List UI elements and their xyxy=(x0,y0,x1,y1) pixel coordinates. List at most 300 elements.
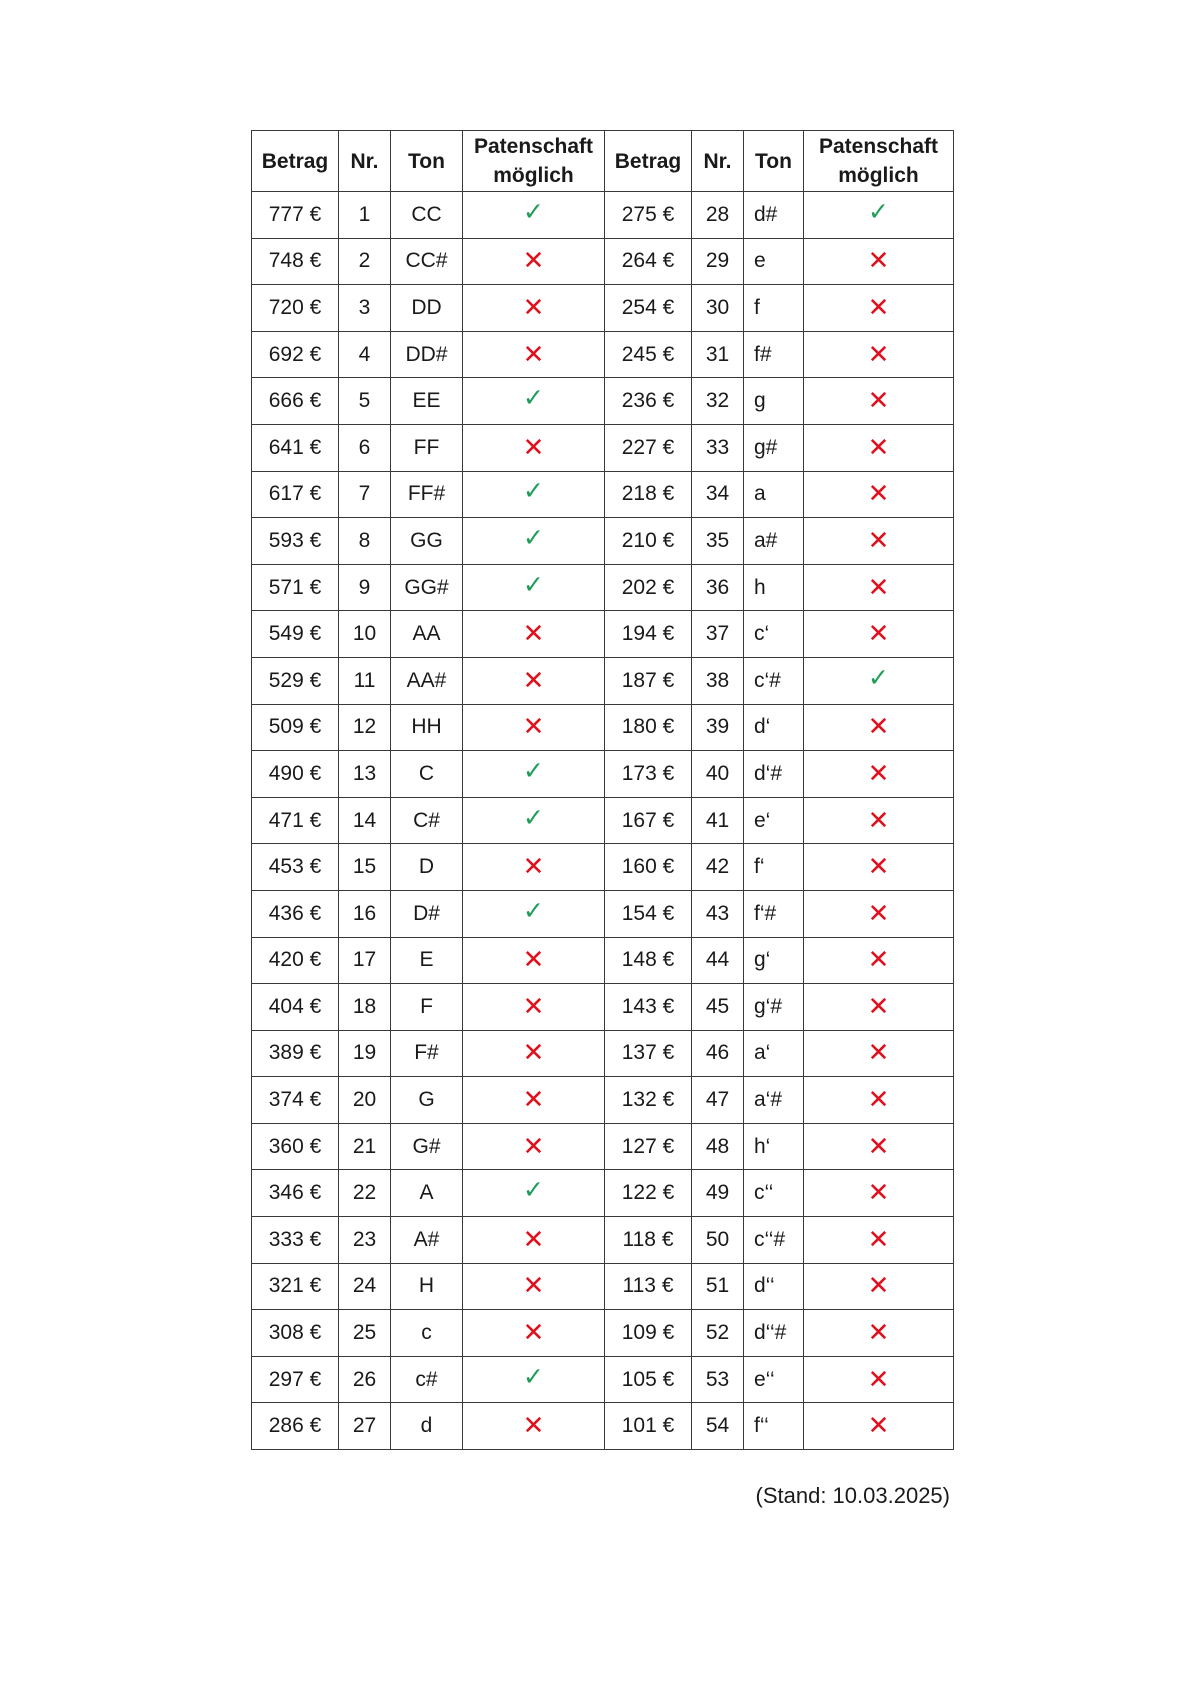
sponsorship-status-cell xyxy=(804,285,954,332)
amount-cell: 321 € xyxy=(252,1263,339,1310)
tone-cell: E xyxy=(391,937,463,984)
tone-cell: f‘# xyxy=(744,890,804,937)
number-cell: 39 xyxy=(692,704,744,751)
amount-cell: 360 € xyxy=(252,1123,339,1170)
amount-cell: 333 € xyxy=(252,1217,339,1264)
sponsorship-status-cell xyxy=(463,984,605,1031)
amount-cell: 236 € xyxy=(605,378,692,425)
tone-cell: c xyxy=(391,1310,463,1357)
amount-cell: 137 € xyxy=(605,1030,692,1077)
cross-icon: ✕ xyxy=(867,1130,890,1161)
sponsorship-status-cell xyxy=(804,844,954,891)
sponsorship-status-cell xyxy=(804,611,954,658)
number-cell: 49 xyxy=(692,1170,744,1217)
number-cell: 48 xyxy=(692,1123,744,1170)
tone-cell: HH xyxy=(391,704,463,751)
sponsorship-status-cell xyxy=(463,1356,605,1403)
amount-cell: 101 € xyxy=(605,1403,692,1450)
tone-cell: g‘# xyxy=(744,984,804,1031)
tone-cell: d# xyxy=(744,192,804,239)
tone-cell: C# xyxy=(391,797,463,844)
number-cell: 30 xyxy=(692,285,744,332)
tone-cell: DD xyxy=(391,285,463,332)
cross-icon: ✕ xyxy=(522,1037,545,1068)
table-row xyxy=(252,1263,954,1310)
checkmark-icon: ✓ xyxy=(523,570,544,599)
table-row xyxy=(252,331,954,378)
cross-icon: ✕ xyxy=(522,1223,545,1254)
sponsorship-status-cell xyxy=(804,238,954,285)
tone-cell: e‘‘ xyxy=(744,1356,804,1403)
header-patenschaft-left xyxy=(463,131,605,192)
checkmark-icon: ✓ xyxy=(523,477,544,506)
amount-cell: 264 € xyxy=(605,238,692,285)
header-nr-right: Nr. xyxy=(692,131,744,192)
tone-cell: AA xyxy=(391,611,463,658)
cross-icon: ✕ xyxy=(867,571,890,602)
amount-cell: 148 € xyxy=(605,937,692,984)
checkmark-icon: ✓ xyxy=(523,384,544,413)
tone-cell: a‘# xyxy=(744,1077,804,1124)
sponsorship-status-cell xyxy=(804,1077,954,1124)
table-row xyxy=(252,192,954,239)
checkmark-icon: ✓ xyxy=(523,756,544,785)
sponsorship-status-cell xyxy=(463,331,605,378)
number-cell: 44 xyxy=(692,937,744,984)
sponsorship-table xyxy=(251,130,954,1450)
checkmark-icon: ✓ xyxy=(868,663,889,692)
header-patenschaft-right xyxy=(804,131,954,192)
amount-cell: 105 € xyxy=(605,1356,692,1403)
header-ton-right: Ton xyxy=(744,131,804,192)
cross-icon: ✕ xyxy=(867,291,890,322)
amount-cell: 720 € xyxy=(252,285,339,332)
table-row xyxy=(252,611,954,658)
sponsorship-status-cell xyxy=(804,1403,954,1450)
tone-cell: g‘ xyxy=(744,937,804,984)
cross-icon: ✕ xyxy=(867,711,890,742)
number-cell: 15 xyxy=(339,844,391,891)
cross-icon: ✕ xyxy=(522,245,545,276)
number-cell: 51 xyxy=(692,1263,744,1310)
number-cell: 54 xyxy=(692,1403,744,1450)
amount-cell: 187 € xyxy=(605,657,692,704)
number-cell: 3 xyxy=(339,285,391,332)
table-row xyxy=(252,1310,954,1357)
number-cell: 7 xyxy=(339,471,391,518)
sponsorship-status-cell xyxy=(804,378,954,425)
stand-date-note: (Stand: 10.03.2025) xyxy=(755,1483,950,1508)
number-cell: 32 xyxy=(692,378,744,425)
sponsorship-status-cell xyxy=(804,890,954,937)
sponsorship-status-cell xyxy=(804,471,954,518)
number-cell: 29 xyxy=(692,238,744,285)
checkmark-icon: ✓ xyxy=(523,1362,544,1391)
amount-cell: 308 € xyxy=(252,1310,339,1357)
amount-cell: 286 € xyxy=(252,1403,339,1450)
header-patenschaft-right-text: Patenschaft möglich xyxy=(818,135,939,187)
amount-cell: 420 € xyxy=(252,937,339,984)
tone-cell: f‘ xyxy=(744,844,804,891)
table-row xyxy=(252,657,954,704)
table-row xyxy=(252,890,954,937)
table-row xyxy=(252,238,954,285)
sponsorship-status-cell xyxy=(463,1123,605,1170)
number-cell: 22 xyxy=(339,1170,391,1217)
cross-icon: ✕ xyxy=(867,897,890,928)
number-cell: 28 xyxy=(692,192,744,239)
tone-cell: a xyxy=(744,471,804,518)
tone-cell: f xyxy=(744,285,804,332)
cross-icon: ✕ xyxy=(867,1270,890,1301)
number-cell: 50 xyxy=(692,1217,744,1264)
amount-cell: 404 € xyxy=(252,984,339,1031)
table-row xyxy=(252,1077,954,1124)
sponsorship-status-cell xyxy=(804,1217,954,1264)
number-cell: 8 xyxy=(339,518,391,565)
table-row xyxy=(252,378,954,425)
cross-icon: ✕ xyxy=(867,338,890,369)
number-cell: 4 xyxy=(339,331,391,378)
table-row xyxy=(252,285,954,332)
amount-cell: 389 € xyxy=(252,1030,339,1077)
number-cell: 10 xyxy=(339,611,391,658)
tone-cell: a# xyxy=(744,518,804,565)
amount-cell: 617 € xyxy=(252,471,339,518)
number-cell: 26 xyxy=(339,1356,391,1403)
tone-cell: g xyxy=(744,378,804,425)
sponsorship-status-cell xyxy=(463,844,605,891)
cross-icon: ✕ xyxy=(867,1037,890,1068)
number-cell: 45 xyxy=(692,984,744,1031)
table-row xyxy=(252,518,954,565)
amount-cell: 154 € xyxy=(605,890,692,937)
tone-cell: GG xyxy=(391,518,463,565)
tone-cell: F# xyxy=(391,1030,463,1077)
sponsorship-status-cell xyxy=(463,518,605,565)
tone-cell: H xyxy=(391,1263,463,1310)
sponsorship-status-cell xyxy=(804,704,954,751)
sponsorship-status-cell xyxy=(804,1356,954,1403)
sponsorship-status-cell xyxy=(463,797,605,844)
checkmark-icon: ✓ xyxy=(523,803,544,832)
tone-cell: A xyxy=(391,1170,463,1217)
tone-cell: d‘# xyxy=(744,751,804,798)
tone-cell: e xyxy=(744,238,804,285)
number-cell: 31 xyxy=(692,331,744,378)
cross-icon: ✕ xyxy=(867,1317,890,1348)
table-row xyxy=(252,844,954,891)
tone-cell: d xyxy=(391,1403,463,1450)
cross-icon: ✕ xyxy=(522,618,545,649)
amount-cell: 453 € xyxy=(252,844,339,891)
number-cell: 53 xyxy=(692,1356,744,1403)
amount-cell: 374 € xyxy=(252,1077,339,1124)
amount-cell: 132 € xyxy=(605,1077,692,1124)
table-row xyxy=(252,1170,954,1217)
table-row xyxy=(252,424,954,471)
cross-icon: ✕ xyxy=(522,1410,545,1441)
number-cell: 41 xyxy=(692,797,744,844)
cross-icon: ✕ xyxy=(867,944,890,975)
number-cell: 13 xyxy=(339,751,391,798)
amount-cell: 109 € xyxy=(605,1310,692,1357)
table-row xyxy=(252,984,954,1031)
table-row xyxy=(252,1356,954,1403)
tone-cell: d‘‘ xyxy=(744,1263,804,1310)
cross-icon: ✕ xyxy=(867,245,890,276)
sponsorship-status-cell xyxy=(463,471,605,518)
sponsorship-status-cell xyxy=(463,1403,605,1450)
cross-icon: ✕ xyxy=(867,1084,890,1115)
number-cell: 24 xyxy=(339,1263,391,1310)
sponsorship-status-cell xyxy=(804,331,954,378)
tone-cell: F xyxy=(391,984,463,1031)
amount-cell: 180 € xyxy=(605,704,692,751)
number-cell: 11 xyxy=(339,657,391,704)
amount-cell: 571 € xyxy=(252,564,339,611)
sponsorship-status-cell xyxy=(463,1263,605,1310)
table-row xyxy=(252,1403,954,1450)
cross-icon: ✕ xyxy=(522,990,545,1021)
tone-cell: G xyxy=(391,1077,463,1124)
amount-cell: 227 € xyxy=(605,424,692,471)
amount-cell: 777 € xyxy=(252,192,339,239)
cross-icon: ✕ xyxy=(522,291,545,322)
tone-cell: D xyxy=(391,844,463,891)
cross-icon: ✕ xyxy=(867,618,890,649)
checkmark-icon: ✓ xyxy=(523,1176,544,1205)
number-cell: 16 xyxy=(339,890,391,937)
tone-cell: AA# xyxy=(391,657,463,704)
number-cell: 40 xyxy=(692,751,744,798)
amount-cell: 194 € xyxy=(605,611,692,658)
amount-cell: 593 € xyxy=(252,518,339,565)
number-cell: 34 xyxy=(692,471,744,518)
sponsorship-status-cell xyxy=(804,1030,954,1077)
number-cell: 6 xyxy=(339,424,391,471)
tone-cell: C xyxy=(391,751,463,798)
checkmark-icon: ✓ xyxy=(868,197,889,226)
number-cell: 37 xyxy=(692,611,744,658)
sponsorship-status-cell xyxy=(463,564,605,611)
amount-cell: 113 € xyxy=(605,1263,692,1310)
cross-icon: ✕ xyxy=(867,990,890,1021)
sponsorship-status-cell xyxy=(804,751,954,798)
sponsorship-status-cell xyxy=(804,424,954,471)
tone-cell: CC# xyxy=(391,238,463,285)
amount-cell: 471 € xyxy=(252,797,339,844)
sponsorship-status-cell xyxy=(463,890,605,937)
tone-cell: d‘ xyxy=(744,704,804,751)
number-cell: 52 xyxy=(692,1310,744,1357)
tone-cell: FF xyxy=(391,424,463,471)
cross-icon: ✕ xyxy=(867,478,890,509)
sponsorship-status-cell xyxy=(463,1077,605,1124)
sponsorship-status-cell xyxy=(804,797,954,844)
cross-icon: ✕ xyxy=(867,804,890,835)
table-row xyxy=(252,1217,954,1264)
sponsorship-status-cell xyxy=(463,1310,605,1357)
tone-cell: e‘ xyxy=(744,797,804,844)
tone-cell: g# xyxy=(744,424,804,471)
table-body xyxy=(252,192,954,1450)
amount-cell: 641 € xyxy=(252,424,339,471)
sponsorship-status-cell xyxy=(804,518,954,565)
number-cell: 36 xyxy=(692,564,744,611)
number-cell: 25 xyxy=(339,1310,391,1357)
number-cell: 5 xyxy=(339,378,391,425)
amount-cell: 692 € xyxy=(252,331,339,378)
amount-cell: 160 € xyxy=(605,844,692,891)
table-row xyxy=(252,1123,954,1170)
table-row xyxy=(252,704,954,751)
sponsorship-status-cell xyxy=(463,285,605,332)
cross-icon: ✕ xyxy=(522,944,545,975)
amount-cell: 210 € xyxy=(605,518,692,565)
number-cell: 2 xyxy=(339,238,391,285)
amount-cell: 143 € xyxy=(605,984,692,1031)
amount-cell: 127 € xyxy=(605,1123,692,1170)
tone-cell: c‘‘# xyxy=(744,1217,804,1264)
sponsorship-status-cell xyxy=(804,564,954,611)
checkmark-icon: ✓ xyxy=(523,523,544,552)
amount-cell: 218 € xyxy=(605,471,692,518)
tone-cell: d‘‘# xyxy=(744,1310,804,1357)
amount-cell: 666 € xyxy=(252,378,339,425)
cross-icon: ✕ xyxy=(867,385,890,416)
number-cell: 19 xyxy=(339,1030,391,1077)
sponsorship-status-cell xyxy=(804,1123,954,1170)
cross-icon: ✕ xyxy=(867,851,890,882)
tone-cell: h xyxy=(744,564,804,611)
sponsorship-status-cell xyxy=(804,937,954,984)
amount-cell: 509 € xyxy=(252,704,339,751)
header-patenschaft-left-text: Patenschaft möglich xyxy=(473,135,594,187)
number-cell: 43 xyxy=(692,890,744,937)
amount-cell: 254 € xyxy=(605,285,692,332)
tone-cell: c‘# xyxy=(744,657,804,704)
tone-cell: CC xyxy=(391,192,463,239)
sponsorship-status-cell xyxy=(804,1310,954,1357)
sponsorship-status-cell xyxy=(463,937,605,984)
number-cell: 23 xyxy=(339,1217,391,1264)
amount-cell: 748 € xyxy=(252,238,339,285)
amount-cell: 529 € xyxy=(252,657,339,704)
amount-cell: 122 € xyxy=(605,1170,692,1217)
amount-cell: 297 € xyxy=(252,1356,339,1403)
amount-cell: 167 € xyxy=(605,797,692,844)
cross-icon: ✕ xyxy=(867,1410,890,1441)
tone-cell: a‘ xyxy=(744,1030,804,1077)
sponsorship-status-cell xyxy=(463,1030,605,1077)
header-betrag-left: Betrag xyxy=(252,131,339,192)
amount-cell: 549 € xyxy=(252,611,339,658)
table-header-row xyxy=(252,131,954,192)
tone-cell: GG# xyxy=(391,564,463,611)
amount-cell: 245 € xyxy=(605,331,692,378)
header-betrag-right: Betrag xyxy=(605,131,692,192)
number-cell: 21 xyxy=(339,1123,391,1170)
sponsorship-status-cell xyxy=(804,192,954,239)
cross-icon: ✕ xyxy=(522,431,545,462)
header-nr-left: Nr. xyxy=(339,131,391,192)
amount-cell: 275 € xyxy=(605,192,692,239)
cross-icon: ✕ xyxy=(867,524,890,555)
checkmark-icon: ✓ xyxy=(523,896,544,925)
tone-cell: D# xyxy=(391,890,463,937)
amount-cell: 118 € xyxy=(605,1217,692,1264)
cross-icon: ✕ xyxy=(867,757,890,788)
number-cell: 42 xyxy=(692,844,744,891)
cross-icon: ✕ xyxy=(867,431,890,462)
number-cell: 1 xyxy=(339,192,391,239)
tone-cell: c‘ xyxy=(744,611,804,658)
amount-cell: 202 € xyxy=(605,564,692,611)
sponsorship-status-cell xyxy=(463,704,605,751)
sponsorship-status-cell xyxy=(463,1170,605,1217)
cross-icon: ✕ xyxy=(522,711,545,742)
tone-cell: EE xyxy=(391,378,463,425)
number-cell: 47 xyxy=(692,1077,744,1124)
sponsorship-status-cell xyxy=(463,611,605,658)
sponsorship-status-cell xyxy=(463,751,605,798)
cross-icon: ✕ xyxy=(522,1317,545,1348)
number-cell: 18 xyxy=(339,984,391,1031)
tone-cell: FF# xyxy=(391,471,463,518)
cross-icon: ✕ xyxy=(867,1363,890,1394)
sponsorship-status-cell xyxy=(804,984,954,1031)
number-cell: 38 xyxy=(692,657,744,704)
cross-icon: ✕ xyxy=(522,1130,545,1161)
tone-cell: G# xyxy=(391,1123,463,1170)
number-cell: 12 xyxy=(339,704,391,751)
tone-cell: DD# xyxy=(391,331,463,378)
cross-icon: ✕ xyxy=(522,1084,545,1115)
sponsorship-status-cell xyxy=(463,192,605,239)
sponsorship-status-cell xyxy=(463,657,605,704)
tone-cell: c‘‘ xyxy=(744,1170,804,1217)
cross-icon: ✕ xyxy=(867,1223,890,1254)
sponsorship-status-cell xyxy=(463,238,605,285)
cross-icon: ✕ xyxy=(867,1177,890,1208)
tone-cell: f# xyxy=(744,331,804,378)
number-cell: 14 xyxy=(339,797,391,844)
sponsorship-status-cell xyxy=(804,657,954,704)
cross-icon: ✕ xyxy=(522,338,545,369)
sponsorship-status-cell xyxy=(804,1263,954,1310)
cross-icon: ✕ xyxy=(522,851,545,882)
sponsorship-status-cell xyxy=(804,1170,954,1217)
amount-cell: 490 € xyxy=(252,751,339,798)
tone-cell: A# xyxy=(391,1217,463,1264)
table-row xyxy=(252,564,954,611)
cross-icon: ✕ xyxy=(522,664,545,695)
tone-cell: h‘ xyxy=(744,1123,804,1170)
sponsorship-status-cell xyxy=(463,1217,605,1264)
amount-cell: 173 € xyxy=(605,751,692,798)
table-row xyxy=(252,937,954,984)
number-cell: 33 xyxy=(692,424,744,471)
tone-cell: f‘‘ xyxy=(744,1403,804,1450)
amount-cell: 346 € xyxy=(252,1170,339,1217)
table-row xyxy=(252,471,954,518)
table-row xyxy=(252,751,954,798)
tone-cell: c# xyxy=(391,1356,463,1403)
sponsorship-status-cell xyxy=(463,424,605,471)
header-ton-left: Ton xyxy=(391,131,463,192)
checkmark-icon: ✓ xyxy=(523,197,544,226)
